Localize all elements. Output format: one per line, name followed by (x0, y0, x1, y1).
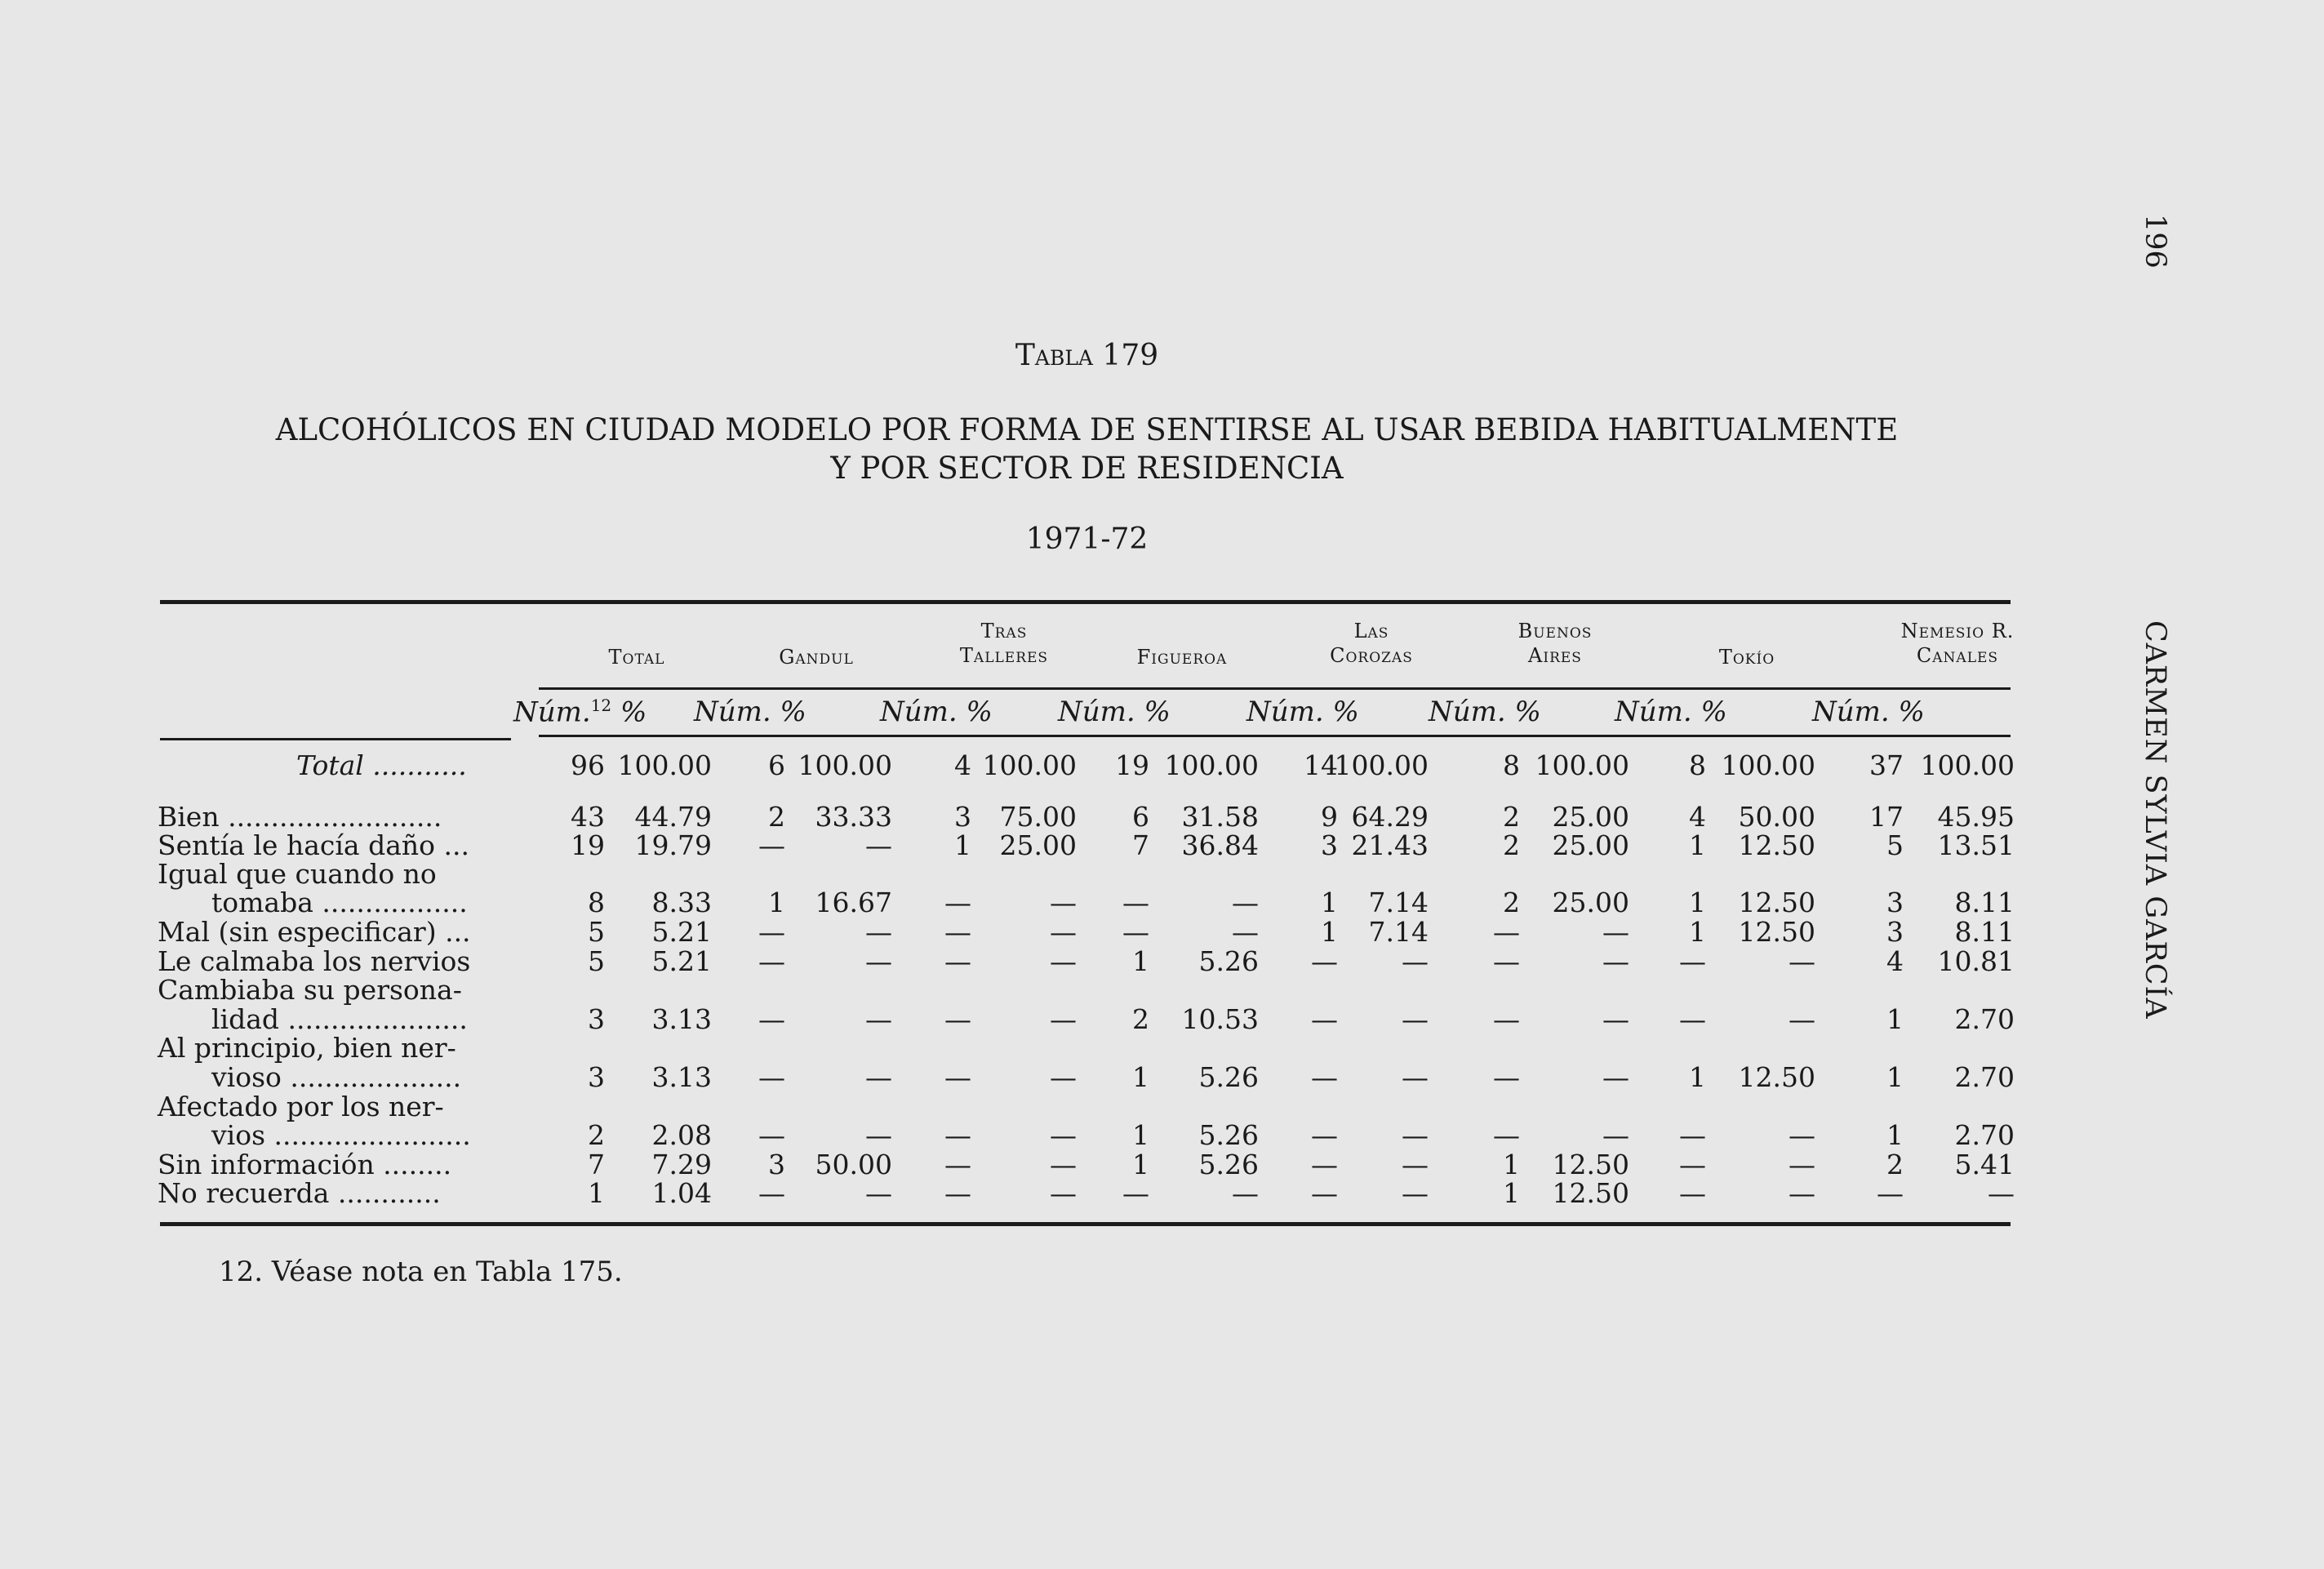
cell-percent: 50.00 (1738, 801, 1815, 833)
cell-count: — (1122, 916, 1149, 948)
cell-count: — (1311, 1061, 1338, 1093)
cell-count: — (1311, 945, 1338, 977)
cell-count: — (944, 945, 971, 977)
cell-count: 1 (1886, 1119, 1904, 1151)
cell-count: 6 (768, 749, 785, 781)
cell-count: 1 (1503, 1177, 1520, 1209)
cell-count: 1 (768, 887, 785, 918)
top-rule (160, 600, 2011, 604)
column-header (1265, 619, 1477, 668)
row-label: vioso .................... (158, 1061, 462, 1093)
cell-count: — (1493, 1061, 1520, 1093)
cell-count: — (758, 1119, 785, 1151)
cell-count: — (758, 1177, 785, 1209)
cell-percent: 12.50 (1552, 1149, 1629, 1180)
cell-percent: — (1050, 887, 1077, 918)
cell-count: — (1493, 1119, 1520, 1151)
cell-percent: 100.00 (1535, 749, 1629, 781)
column-subheader: Núm. % (1615, 696, 1727, 728)
cell-count: 1 (1689, 887, 1706, 918)
percent-header: % (1505, 696, 1541, 728)
running-head: CARMEN SYLVIA GARCÍA (2139, 620, 2171, 1020)
cell-count: — (758, 945, 785, 977)
cell-percent: — (1602, 1003, 1629, 1035)
column-header (1076, 645, 1288, 669)
cell-percent: 3.13 (651, 1003, 712, 1035)
cell-percent: — (1789, 1119, 1815, 1151)
cell-percent: — (1402, 1177, 1429, 1209)
cell-percent: — (865, 916, 892, 948)
column-subheader: Núm. % (1246, 696, 1359, 728)
page-number: 196 (2139, 214, 2171, 269)
cell-count: — (1311, 1003, 1338, 1035)
cell-count: — (944, 1177, 971, 1209)
cell-percent: 13.51 (1937, 829, 2015, 861)
cell-percent: 31.58 (1181, 801, 1259, 833)
cell-count: 4 (1886, 945, 1904, 977)
cell-count: 37 (1869, 749, 1904, 781)
cell-percent: 12.50 (1738, 829, 1815, 861)
cell-count: 1 (1503, 1149, 1520, 1180)
column-subheader: Núm. % (1058, 696, 1171, 728)
cell-count: — (1679, 945, 1706, 977)
row-label: Sin información ........ (158, 1149, 452, 1180)
cell-count: — (758, 1061, 785, 1093)
cell-percent: 5.21 (651, 916, 712, 948)
cell-count: 1 (1886, 1061, 1904, 1093)
row-label: Bien ......................... (158, 801, 442, 833)
cell-percent: — (1789, 1003, 1815, 1035)
cell-count: 4 (1689, 801, 1706, 833)
cell-percent: 44.79 (634, 801, 712, 833)
cell-count: — (944, 916, 971, 948)
cell-count: 1 (1132, 1119, 1149, 1151)
cell-percent: 25.00 (1552, 829, 1629, 861)
percent-header: % (611, 696, 647, 729)
column-subheader: Núm. % (880, 696, 993, 728)
cell-count: 8 (1503, 749, 1520, 781)
percent-header: % (1135, 696, 1171, 728)
cell-percent: 19.79 (634, 829, 712, 861)
column-header-line-2: Aires (1528, 644, 1582, 667)
row-label: Cambiaba su persona- (158, 974, 462, 1006)
row-label: vios ....................... (158, 1119, 471, 1151)
cell-percent: 2.70 (1954, 1061, 2015, 1093)
cell-count: — (758, 1003, 785, 1035)
cell-percent: 33.33 (815, 801, 892, 833)
column-header-line-2: Tokío (1718, 646, 1775, 669)
percent-header: % (1323, 696, 1359, 728)
table-title-line-2: Y POR SECTOR DE RESIDENCIA (830, 451, 1344, 486)
cell-count: — (944, 1003, 971, 1035)
cell-percent: 45.95 (1937, 801, 2015, 833)
cell-percent: 8.11 (1954, 916, 2015, 948)
row-label: No recuerda ............ (158, 1177, 441, 1209)
cell-count: — (1877, 1177, 1904, 1209)
cell-percent: 10.81 (1937, 945, 2015, 977)
percent-header: % (771, 696, 807, 728)
row-label: Igual que cuando no (158, 858, 437, 890)
cell-percent: — (1602, 1061, 1629, 1093)
column-header-line-1: Tras (980, 620, 1028, 642)
cell-count: 7 (1132, 829, 1149, 861)
column-header-line-2: Figueroa (1136, 646, 1228, 669)
cell-count: 3 (1321, 829, 1338, 861)
cell-count: 43 (571, 801, 605, 833)
row-label: tomaba ................. (158, 887, 468, 918)
cell-percent: 100.00 (1920, 749, 2015, 781)
cell-count: 1 (1132, 1061, 1149, 1093)
cell-percent: 3.13 (651, 1061, 712, 1093)
column-header-line-2: Corozas (1330, 644, 1413, 667)
cell-count: — (1122, 887, 1149, 918)
row-label: Afectado por los ner- (158, 1091, 444, 1122)
cell-percent: — (865, 1177, 892, 1209)
cell-count: 1 (954, 829, 971, 861)
cell-count: 7 (588, 1149, 605, 1180)
cell-percent: 21.43 (1351, 829, 1429, 861)
cell-count: — (1679, 1177, 1706, 1209)
column-header (1641, 645, 1853, 669)
column-header-line-2: Talleres (959, 644, 1049, 667)
table-year: 1971-72 (1025, 522, 1149, 556)
percent-header: % (1889, 696, 1925, 728)
cell-percent: 100.00 (798, 749, 892, 781)
cell-count: 1 (1132, 1149, 1149, 1180)
cell-count: — (944, 887, 971, 918)
cell-percent: 25.00 (1552, 801, 1629, 833)
cell-percent: 10.53 (1181, 1003, 1259, 1035)
cell-percent: 12.50 (1552, 1177, 1629, 1209)
subheader-rule (539, 735, 2011, 737)
cell-percent: 8.11 (1954, 887, 2015, 918)
cell-percent: — (1050, 1119, 1077, 1151)
cell-count: 2 (1132, 1003, 1149, 1035)
cell-count: 1 (1689, 1061, 1706, 1093)
cell-percent: 100.00 (1334, 749, 1429, 781)
cell-percent: — (865, 1119, 892, 1151)
cell-count: 2 (1503, 887, 1520, 918)
row-label: Le calmaba los nervios (158, 945, 471, 977)
cell-count: 1 (588, 1177, 605, 1209)
cell-count: 1 (1132, 945, 1149, 977)
cell-percent: — (1402, 1119, 1429, 1151)
cell-percent: — (1232, 1177, 1259, 1209)
cell-count: 8 (588, 887, 605, 918)
table-label: Tabla 179 (1015, 339, 1159, 372)
cell-percent: 7.14 (1368, 887, 1429, 918)
cell-percent: — (865, 945, 892, 977)
column-header-line-2: Gandul (779, 646, 854, 669)
row-label: Al principio, bien ner- (158, 1032, 456, 1064)
cell-count: 1 (1886, 1003, 1904, 1035)
cell-percent: 5.26 (1198, 1149, 1259, 1180)
cell-count: 1 (1689, 916, 1706, 948)
cell-count: 5 (1886, 829, 1904, 861)
table-title-line-1: ALCOHÓLICOS EN CIUDAD MODELO POR FORMA DE SENTIRSE AL USAR BEBIDA HABITUALMENTE (275, 412, 1899, 447)
cell-percent: 12.50 (1738, 916, 1815, 948)
cell-percent: 25.00 (999, 829, 1077, 861)
cell-count: 3 (1886, 916, 1904, 948)
cell-percent: 100.00 (1721, 749, 1815, 781)
footnote: 12. Véase nota en Tabla 175. (219, 1256, 623, 1288)
cell-count: 17 (1869, 801, 1904, 833)
stub-rule (160, 738, 511, 740)
row-label: lidad ..................... (158, 1003, 468, 1035)
cell-percent: 2.70 (1954, 1003, 2015, 1035)
cell-count: 14 (1304, 749, 1338, 781)
column-header-line-2: Total (608, 646, 665, 669)
cell-percent: — (1402, 945, 1429, 977)
cell-count: — (1679, 1149, 1706, 1180)
cell-percent: 25.00 (1552, 887, 1629, 918)
cell-percent: — (1050, 945, 1077, 977)
cell-count: — (758, 829, 785, 861)
percent-header: % (1691, 696, 1727, 728)
cell-percent: — (1232, 887, 1259, 918)
cell-count: — (1311, 1177, 1338, 1209)
row-label: Total ........... (296, 749, 467, 781)
cell-percent: — (1050, 1177, 1077, 1209)
cell-percent: — (1232, 916, 1259, 948)
cell-percent: 50.00 (815, 1149, 892, 1180)
column-header-line-1: Las (1353, 620, 1389, 642)
cell-count: — (1493, 1003, 1520, 1035)
cell-percent: — (1402, 1149, 1429, 1180)
cell-percent: 5.26 (1198, 945, 1259, 977)
cell-percent: — (1402, 1061, 1429, 1093)
cell-percent: 5.41 (1954, 1149, 2015, 1180)
cell-count: 19 (571, 829, 605, 861)
cell-percent: 2.70 (1954, 1119, 2015, 1151)
cell-percent: 64.29 (1351, 801, 1429, 833)
cell-count: 3 (768, 1149, 785, 1180)
footnote-marker: 12 (590, 696, 612, 715)
cell-count: — (1493, 945, 1520, 977)
cell-count: — (944, 1149, 971, 1180)
row-label: Mal (sin especificar) ... (158, 916, 471, 948)
column-subheader: Núm. % (1429, 696, 1541, 728)
column-header (710, 645, 922, 669)
cell-count: — (1493, 916, 1520, 948)
cell-count: 1 (1321, 916, 1338, 948)
cell-count: — (944, 1119, 971, 1151)
cell-percent: — (865, 1003, 892, 1035)
column-header (1851, 619, 2064, 668)
cell-count: 8 (1689, 749, 1706, 781)
percent-header: % (957, 696, 993, 728)
cell-count: 3 (588, 1061, 605, 1093)
cell-percent: 7.29 (651, 1149, 712, 1180)
cell-count: 2 (1503, 829, 1520, 861)
cell-count: — (758, 916, 785, 948)
cell-count: 4 (954, 749, 971, 781)
cell-count: 96 (571, 749, 605, 781)
cell-percent: 75.00 (999, 801, 1077, 833)
cell-percent: 16.67 (815, 887, 892, 918)
bottom-rule (160, 1222, 2011, 1226)
cell-count: 3 (954, 801, 971, 833)
cell-percent: 100.00 (617, 749, 712, 781)
cell-percent: 36.84 (1181, 829, 1259, 861)
cell-count: 6 (1132, 801, 1149, 833)
column-subheader: Núm.$^{12}$ % (513, 696, 647, 729)
cell-percent: — (1602, 916, 1629, 948)
cell-percent: — (1050, 1149, 1077, 1180)
cell-count: 9 (1321, 801, 1338, 833)
cell-percent: — (1050, 1003, 1077, 1035)
cell-count: 2 (1886, 1149, 1904, 1180)
cell-percent: — (1402, 1003, 1429, 1035)
cell-count: 19 (1115, 749, 1149, 781)
cell-percent: 7.14 (1368, 916, 1429, 948)
cell-count: 5 (588, 916, 605, 948)
header-rule (539, 687, 2011, 690)
row-label: Sentía le hacía daño ... (158, 829, 469, 861)
cell-percent: — (1050, 916, 1077, 948)
cell-percent: 12.50 (1738, 887, 1815, 918)
cell-percent: — (865, 829, 892, 861)
cell-count: 3 (588, 1003, 605, 1035)
column-subheader: Núm. % (1812, 696, 1925, 728)
cell-percent: — (1789, 945, 1815, 977)
cell-percent: 100.00 (1164, 749, 1259, 781)
cell-count: 3 (1886, 887, 1904, 918)
cell-percent: — (1602, 945, 1629, 977)
cell-count: 1 (1689, 829, 1706, 861)
cell-percent: — (1050, 1061, 1077, 1093)
column-header-line-2: Canales (1916, 644, 1999, 667)
cell-count: — (1679, 1119, 1706, 1151)
cell-percent: 1.04 (651, 1177, 712, 1209)
cell-count: 1 (1321, 887, 1338, 918)
cell-percent: 5.21 (651, 945, 712, 977)
cell-count: — (1122, 1177, 1149, 1209)
cell-percent: 100.00 (982, 749, 1077, 781)
cell-percent: — (1789, 1177, 1815, 1209)
cell-count: 5 (588, 945, 605, 977)
cell-count: — (1311, 1149, 1338, 1180)
column-header-line-1: Buenos (1517, 620, 1593, 642)
cell-percent: — (1602, 1119, 1629, 1151)
cell-count: 2 (768, 801, 785, 833)
cell-percent: — (865, 1061, 892, 1093)
cell-percent: 12.50 (1738, 1061, 1815, 1093)
cell-count: 2 (588, 1119, 605, 1151)
cell-percent: 5.26 (1198, 1061, 1259, 1093)
column-header-line-1: Nemesio R. (1900, 620, 2015, 642)
column-subheader: Núm. % (694, 696, 807, 728)
cell-count: — (1679, 1003, 1706, 1035)
cell-percent: 2.08 (651, 1119, 712, 1151)
cell-count: — (944, 1061, 971, 1093)
cell-percent: — (1789, 1149, 1815, 1180)
cell-percent: 8.33 (651, 887, 712, 918)
cell-percent: — (1988, 1177, 2015, 1209)
column-header (1449, 619, 1661, 668)
cell-count: — (1311, 1119, 1338, 1151)
cell-percent: 5.26 (1198, 1119, 1259, 1151)
cell-count: 2 (1503, 801, 1520, 833)
